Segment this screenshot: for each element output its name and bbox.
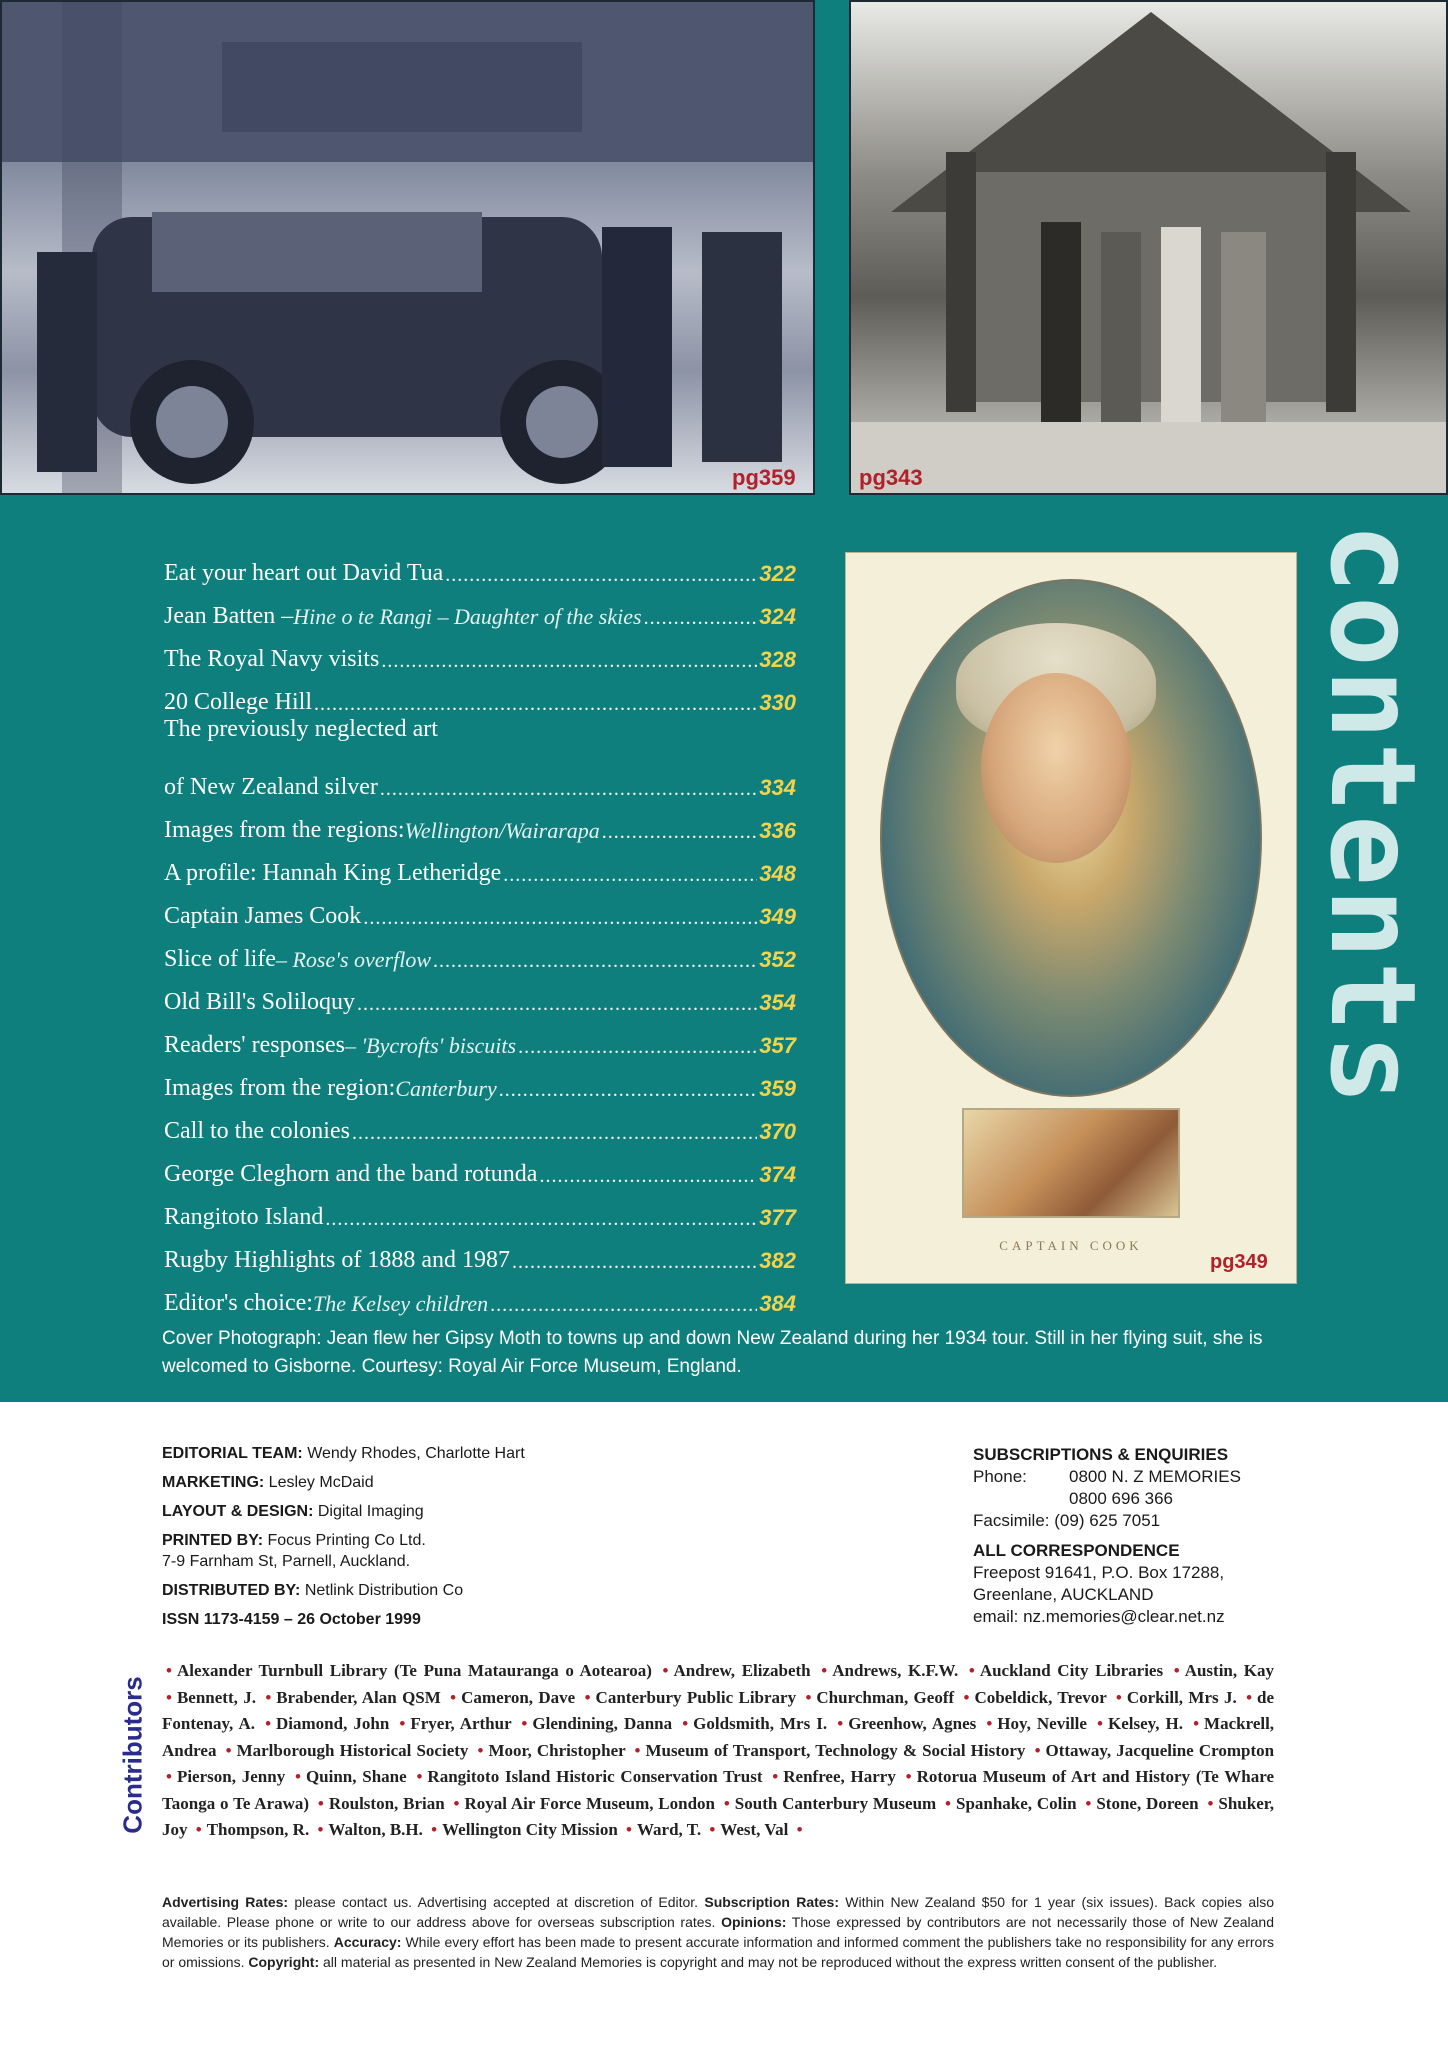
toc-title: Call to the colonies [164, 1118, 350, 1144]
bullet-icon: • [1173, 1661, 1180, 1680]
subscriptions-heading: SUBSCRIPTIONS & ENQUIRIES [973, 1445, 1229, 1464]
bullet-icon: • [837, 1714, 844, 1733]
toc-title: Captain James Cook [164, 903, 362, 929]
contributor-name: Brabender, Alan QSM [276, 1687, 441, 1707]
toc-title: George Cleghorn and the band rotunda [164, 1161, 538, 1187]
toc-page-number: 384 [759, 1291, 796, 1316]
toc-page-number: 324 [759, 604, 796, 629]
contributor-name: Alexander Turnbull Library (Te Puna Matauranga o Aotearoa) [176, 1661, 652, 1680]
toc-title: Rangitoto Island [164, 1204, 324, 1230]
vintage-car-illustration [2, 2, 815, 495]
toc-entry[interactable] [164, 587, 796, 630]
toc-entry[interactable] [164, 1016, 796, 1059]
contributor-name: Shuker, Joy [162, 1793, 1274, 1839]
bullet-icon: • [805, 1687, 812, 1707]
toc-entry[interactable] [164, 1188, 796, 1231]
contributor-name: Stone, Doreen [1096, 1793, 1199, 1813]
printer-address: 7-9 Farnham St, Parnell, Auckland. [162, 1553, 411, 1570]
bullet-icon: • [166, 1767, 172, 1786]
bullet-icon: • [1115, 1687, 1122, 1707]
contributor-name: Museum of Transport, Technology & Social History [645, 1740, 1026, 1760]
contributor-name: Glendining, Danna [532, 1714, 673, 1733]
bullet-icon: • [772, 1767, 779, 1786]
bullet-icon: • [968, 1661, 975, 1680]
bullet-icon: • [431, 1820, 438, 1839]
bullet-icon: • [1246, 1687, 1253, 1707]
contributor-name: South Canterbury Museum [734, 1793, 937, 1813]
toc-entry[interactable] [164, 716, 796, 801]
toc-subtitle: Hine o te Rangi – Daughter of the skies [293, 604, 642, 629]
credit-distributed: DISTRIBUTED BY: Netlink Distribution Co [162, 1582, 464, 1599]
contributor-name: Greenhow, Agnes [848, 1714, 977, 1733]
contributor-name: Churchman, Geoff [816, 1687, 955, 1707]
credit-editorial: EDITORIAL TEAM: Wendy Rhodes, Charlotte Hart [162, 1445, 525, 1462]
bullet-icon: • [195, 1820, 202, 1839]
toc-entry[interactable] [164, 1059, 796, 1102]
bullet-icon: • [1207, 1793, 1214, 1813]
toc-page-number: 349 [759, 904, 796, 929]
bullet-icon: • [225, 1740, 232, 1760]
contributor-name: Spanhake, Colin [955, 1793, 1077, 1813]
toc-leader [518, 1036, 757, 1059]
contributor-name: Auckland City Libraries [979, 1661, 1164, 1680]
toc-title: Eat your heart out David Tua [164, 560, 444, 586]
toc-title: The Royal Navy visits [164, 646, 380, 672]
bullet-icon: • [453, 1793, 460, 1813]
contributor-name: Thompson, R. [206, 1820, 310, 1839]
bullet-icon: • [723, 1793, 730, 1813]
bullet-icon: • [399, 1714, 406, 1733]
toc-entry[interactable] [164, 930, 796, 973]
phone-label: Phone: [973, 1467, 1027, 1486]
toc-title: Slice of life [164, 946, 276, 972]
toc-page-number: 370 [759, 1119, 796, 1144]
contributors-heading: Contributors [117, 1676, 148, 1834]
bullet-icon: • [963, 1687, 970, 1707]
fax-number[interactable]: (09) 625 7051 [1054, 1511, 1161, 1530]
toc-page-number: 322 [759, 561, 796, 586]
bullet-icon: • [450, 1687, 457, 1707]
bullet-icon: • [584, 1687, 591, 1707]
toc-leader [490, 1294, 757, 1317]
contributor-name: Marlborough Historical Society [236, 1740, 469, 1760]
bullet-icon: • [166, 1661, 172, 1680]
bullet-icon: • [317, 1793, 324, 1813]
toc-entry[interactable] [164, 844, 796, 887]
email-link[interactable]: email: nz.memories@clear.net.nz [973, 1607, 1225, 1626]
bullet-icon: • [521, 1714, 528, 1733]
credit-marketing: MARKETING: Lesley McDaid [162, 1474, 374, 1491]
bullet-icon: • [709, 1820, 716, 1839]
bullet-icon: • [626, 1820, 632, 1839]
toc-entry[interactable] [164, 1145, 796, 1188]
bullet-icon: • [682, 1714, 689, 1733]
contributors-list [162, 1658, 1274, 1844]
phone-number[interactable]: 0800 N. Z MEMORIES [1069, 1467, 1241, 1486]
toc-entry[interactable] [164, 673, 796, 716]
toc-page-number: 354 [759, 990, 796, 1015]
toc-title: Rugby Highlights of 1888 and 1987 [164, 1247, 510, 1273]
maori-whare-photo [849, 0, 1448, 495]
contributor-name: Andrew, Elizabeth [673, 1661, 811, 1680]
correspondence-heading: ALL CORRESPONDENCE [973, 1541, 1180, 1560]
toc-leader [602, 821, 757, 844]
contents-heading [1304, 522, 1442, 1108]
toc-leader [381, 650, 757, 673]
bullet-icon: • [265, 1687, 272, 1707]
contributor-name: Kelsey, H. [1107, 1714, 1183, 1733]
cover-photo-caption: Cover Photograph: Jean flew her Gipsy Moth to towns up and down New Zealand during her 1934 tour. Still in her flying suit, she is welcomed to Gisborne. Courtesy: Royal Air Force Museum, England. [162, 1328, 1263, 1377]
phone-number[interactable]: 0800 696 366 [1069, 1489, 1173, 1508]
contributor-name: Fryer, Arthur [410, 1714, 512, 1733]
bullet-icon: • [1034, 1740, 1041, 1760]
toc-title: Editor's choice: [164, 1290, 313, 1316]
bullet-icon: • [986, 1714, 993, 1733]
contributor-name: Quinn, Shane [305, 1767, 407, 1786]
portrait-face [981, 673, 1131, 863]
toc-page-number: 328 [759, 647, 796, 672]
toc-page-number: 374 [759, 1162, 796, 1187]
contributor-name: Wellington City Mission [442, 1820, 618, 1839]
toc-entry[interactable] [164, 1231, 796, 1274]
bullet-icon: • [1097, 1714, 1103, 1733]
toc-entry[interactable] [164, 887, 796, 930]
toc-title: 20 College Hill [164, 689, 312, 715]
bullet-icon: • [662, 1661, 669, 1680]
toc-leader [499, 1079, 758, 1102]
toc-page-number: 348 [759, 861, 796, 886]
toc-leader [325, 1208, 757, 1231]
toc-entry[interactable] [164, 630, 796, 673]
contributor-name: Austin, Kay [1184, 1661, 1274, 1680]
contributor-name: Cameron, Dave [461, 1687, 576, 1707]
toc-leader [512, 1251, 757, 1274]
contributor-name: Bennett, J. [176, 1687, 256, 1707]
toc-title: A profile: Hannah King Letheridge [164, 860, 502, 886]
vintage-car-photo [0, 0, 815, 495]
toc-page-number: 359 [759, 1076, 796, 1101]
toc-page-number: 330 [759, 690, 796, 715]
bullet-icon: • [166, 1687, 172, 1707]
toc-subtitle: The Kelsey children [312, 1291, 489, 1316]
bullet-icon: • [634, 1740, 641, 1760]
contributor-name: Ward, T. [636, 1820, 702, 1839]
fax-label: Facsimile: [973, 1511, 1050, 1530]
subscriptions-block [973, 1444, 1303, 1628]
contributor-name: Cobeldick, Trevor [974, 1687, 1107, 1707]
contents-heading-text: contents [1304, 522, 1442, 1108]
toc-subtitle: Canterbury [395, 1076, 497, 1101]
toc-title: Readers' responses [164, 1032, 345, 1058]
toc-page-number: 334 [759, 775, 796, 800]
page-ref-label: pg343 [859, 465, 923, 490]
page-ref-label: pg349 [1210, 1251, 1268, 1273]
contributor-name: Hoy, Neville [997, 1714, 1087, 1733]
portrait-inset-scene [962, 1108, 1180, 1218]
toc-subtitle: Wellington/Wairarapa [404, 818, 600, 843]
contributor-name: Roulston, Brian [328, 1793, 445, 1813]
bullet-icon: • [1193, 1714, 1200, 1733]
issn: ISSN 1173-4159 – 26 October 1999 [162, 1611, 421, 1628]
toc-leader [380, 778, 757, 801]
captain-cook-portrait [845, 552, 1297, 1284]
toc-entry[interactable] [164, 1102, 796, 1145]
toc-entry[interactable] [164, 801, 796, 844]
bullet-icon: • [317, 1820, 324, 1839]
contributor-name: Mackrell, Andrea [162, 1714, 1275, 1760]
toc-leader [644, 607, 758, 630]
toc-title-line1: The previously neglected art [164, 716, 438, 742]
toc-title: Old Bill's Soliloquy [164, 989, 356, 1015]
bullet-icon: • [905, 1767, 912, 1786]
bullet-icon: • [416, 1767, 423, 1786]
toc-leader [314, 693, 757, 716]
table-of-contents [164, 544, 796, 1317]
toc-entry[interactable] [164, 973, 796, 1016]
contributor-name: Walton, B.H. [328, 1820, 423, 1839]
contributor-name: Renfree, Harry [783, 1767, 896, 1786]
contributor-name: Moor, Christopher [488, 1740, 626, 1760]
toc-leader [539, 1165, 757, 1188]
bullet-icon: • [265, 1714, 272, 1733]
whare-illustration [851, 2, 1448, 495]
bullet-icon: • [796, 1820, 803, 1839]
contributor-name: Andrews, K.F.W. [832, 1661, 959, 1680]
contributor-name: Corkill, Mrs J. [1126, 1687, 1237, 1707]
bullet-icon: • [1085, 1793, 1092, 1813]
toc-leader [363, 907, 757, 930]
toc-title: Images from the region: [164, 1075, 396, 1101]
bullet-icon: • [821, 1661, 828, 1680]
portrait-caption: CAPTAIN COOK [999, 1238, 1143, 1253]
toc-entry[interactable] [164, 1274, 796, 1317]
legal-notice: Advertising Rates: please contact us. Advertising accepted at discretion of Editor. Subscription Rates: Within New Zealand $50 for 1 year (six issues). Back copies also available. Please phone or write to our address above for overseas subscription rates. Opinions: Those expressed by contributors are not necessarily those of New Zealand Memories or its publishers. Accuracy: While every effort has been made to present accurate information and informed comment the publishers take no responsibility for any errors or omissions. Copyright: all material as presented in New Zealand Memories is copyright and may not be reproduced without the express written consent of the publisher. [162, 1894, 1275, 1970]
bullet-icon: • [294, 1767, 301, 1786]
toc-leader [445, 564, 757, 587]
contributor-name: Ottaway, Jacqueline Crompton [1045, 1740, 1275, 1760]
toc-title: Jean Batten – [164, 603, 294, 629]
toc-leader [352, 1122, 757, 1145]
toc-title: Images from the regions: [164, 817, 405, 843]
page-ref-label: pg359 [732, 465, 796, 490]
toc-title: of New Zealand silver [164, 774, 378, 800]
contributor-name: Pierson, Jenny [176, 1767, 286, 1786]
toc-leader [357, 993, 757, 1016]
credit-layout: LAYOUT & DESIGN: Digital Imaging [162, 1503, 424, 1520]
masthead-credits [162, 1443, 682, 1638]
toc-entry[interactable] [164, 544, 796, 587]
correspondence-address: Freepost 91641, P.O. Box 17288, [973, 1563, 1225, 1582]
bullet-icon: • [945, 1793, 951, 1813]
toc-subtitle: – 'Bycrofts' biscuits [344, 1033, 517, 1058]
contributor-name: Rotorua Museum of Art and History (Te Whare Taonga o Te Arawa) [162, 1767, 1275, 1813]
toc-subtitle: – Rose's overflow [275, 947, 431, 972]
contributor-name: Rangitoto Island Historic Conservation Trust [427, 1767, 763, 1786]
toc-page-number: 357 [759, 1033, 796, 1058]
contributor-name: de Fontenay, A. [162, 1687, 1275, 1733]
contributor-name: Royal Air Force Museum, London [464, 1793, 716, 1813]
contributor-name: Goldsmith, Mrs I. [693, 1714, 828, 1733]
toc-page-number: 377 [759, 1205, 796, 1230]
toc-page-number: 352 [759, 947, 796, 972]
contributor-name: Canterbury Public Library [595, 1687, 797, 1707]
contributor-name: Diamond, John [276, 1714, 390, 1733]
toc-page-number: 336 [759, 818, 796, 843]
contributor-name: West, Val [720, 1820, 789, 1839]
toc-page-number: 382 [759, 1248, 796, 1273]
toc-leader [503, 864, 757, 887]
credit-printed: PRINTED BY: Focus Printing Co Ltd. 7-9 Farnham St, Parnell, Auckland. [162, 1532, 426, 1570]
toc-leader [433, 950, 757, 973]
correspondence-city: Greenlane, AUCKLAND [973, 1585, 1154, 1604]
bullet-icon: • [477, 1740, 484, 1760]
